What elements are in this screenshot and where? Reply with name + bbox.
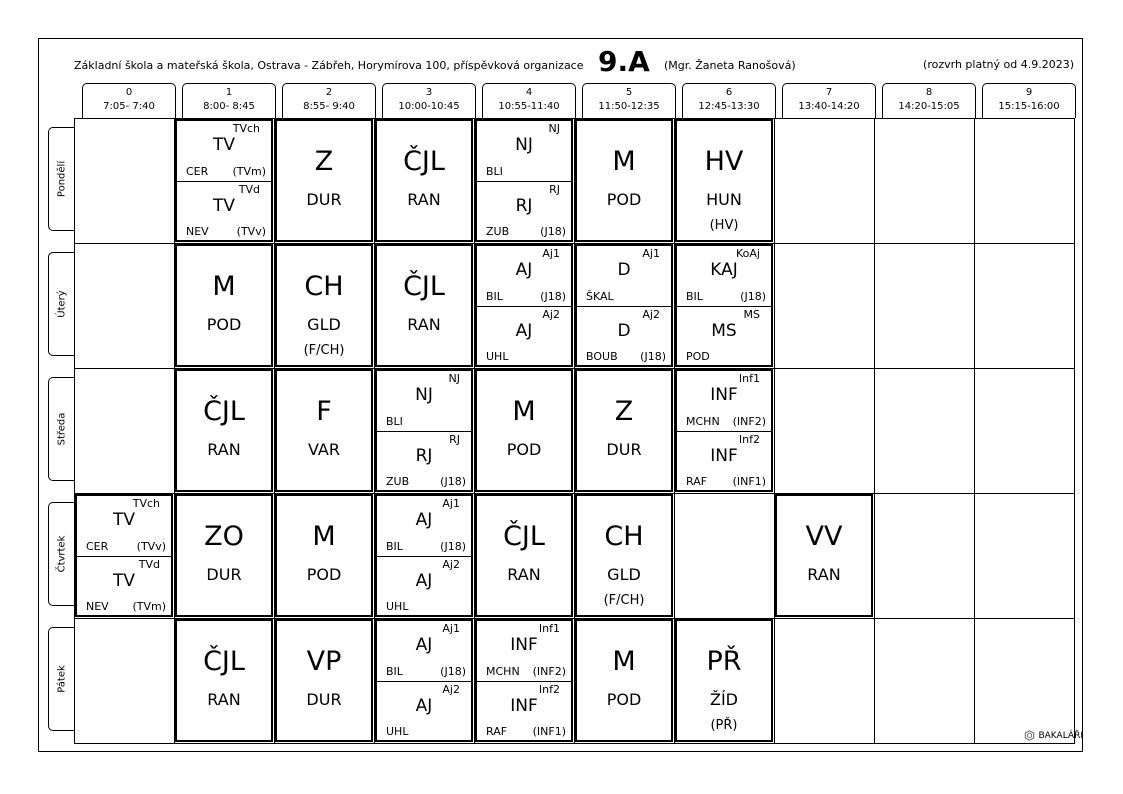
class-title: 9.A bbox=[598, 45, 650, 78]
subject: INF bbox=[510, 635, 538, 655]
subject: HV bbox=[704, 146, 744, 177]
lesson-thu-1[interactable] bbox=[175, 494, 273, 617]
period-number: 9 bbox=[1025, 87, 1033, 98]
subject: ZO bbox=[204, 521, 244, 552]
day-label: Čtvrtek bbox=[56, 535, 67, 573]
teacher: DUR bbox=[306, 190, 342, 209]
lesson-group bbox=[176, 120, 272, 182]
teacher: POD bbox=[506, 440, 542, 459]
lesson-mon-4[interactable] bbox=[475, 119, 573, 242]
period-number: 0 bbox=[125, 87, 133, 98]
group-label: Aj2 bbox=[442, 682, 460, 696]
period-time: 13:40-14:20 bbox=[798, 101, 860, 112]
day-tab-thursday bbox=[48, 502, 74, 606]
period-number: 8 bbox=[925, 87, 933, 98]
teacher: MCHN bbox=[686, 414, 720, 428]
lesson-fri-6[interactable] bbox=[675, 619, 773, 742]
teacher: GLD bbox=[307, 315, 341, 334]
period-number: 6 bbox=[725, 87, 733, 98]
room: (J18) bbox=[540, 289, 566, 303]
period-time: 15:15-16:00 bbox=[998, 101, 1060, 112]
subject: AJ bbox=[415, 635, 433, 655]
group-label: RJ bbox=[449, 432, 460, 446]
teacher: RAN bbox=[807, 565, 841, 584]
room: (HV) bbox=[709, 218, 739, 233]
group-label: Inf2 bbox=[538, 682, 560, 696]
lesson-thu-4[interactable] bbox=[475, 494, 573, 617]
lesson-group bbox=[476, 120, 572, 182]
day-label: Pondělí bbox=[56, 160, 67, 198]
subject: D bbox=[617, 260, 631, 280]
lesson-wed-5[interactable] bbox=[575, 369, 673, 492]
group-label: Aj1 bbox=[542, 247, 560, 260]
lesson-mon-3[interactable] bbox=[375, 119, 473, 242]
group-label: TVd bbox=[238, 182, 260, 196]
lesson-tue-3[interactable] bbox=[375, 244, 473, 367]
subject: VV bbox=[805, 521, 843, 552]
bakalari-logo bbox=[1024, 730, 1083, 741]
class-teacher: (Mgr. Žaneta Ranošová) bbox=[664, 59, 796, 72]
lesson-wed-4[interactable] bbox=[475, 369, 573, 492]
grid-line bbox=[74, 118, 75, 744]
teacher: BIL bbox=[386, 539, 403, 553]
room: (TVv) bbox=[136, 539, 166, 553]
lesson-tue-1[interactable] bbox=[175, 244, 273, 367]
lesson-group bbox=[476, 620, 572, 682]
lesson-mon-6[interactable] bbox=[675, 119, 773, 242]
lesson-group bbox=[676, 245, 772, 307]
day-tab-tuesday bbox=[48, 252, 74, 356]
room: (INF2) bbox=[732, 414, 766, 428]
lesson-group bbox=[476, 306, 572, 367]
lesson-wed-1[interactable] bbox=[175, 369, 273, 492]
school-name: Základní škola a mateřská škola, Ostrava - Zábřeh, Horymírova 100, příspěvková organizace bbox=[74, 59, 584, 72]
period-header-2 bbox=[282, 83, 376, 118]
period-number: 2 bbox=[325, 87, 333, 98]
day-label: Pátek bbox=[56, 665, 67, 693]
teacher: NEV bbox=[86, 600, 109, 613]
period-time: 7:05- 7:40 bbox=[103, 101, 155, 112]
teacher: DUR bbox=[306, 690, 342, 709]
lesson-group bbox=[76, 495, 172, 557]
lesson-fri-4[interactable] bbox=[475, 619, 573, 742]
period-time: 10:55-11:40 bbox=[498, 101, 560, 112]
teacher: RAN bbox=[407, 190, 441, 209]
subject: ČJL bbox=[403, 146, 445, 177]
teacher: RAF bbox=[686, 475, 708, 488]
lesson-group bbox=[376, 370, 472, 432]
group-label: Inf2 bbox=[738, 432, 760, 446]
room: (TVm) bbox=[232, 164, 266, 178]
lesson-group bbox=[476, 245, 572, 307]
period-header-0 bbox=[82, 83, 176, 118]
subject: TV bbox=[112, 570, 135, 591]
teacher: POD bbox=[606, 690, 642, 709]
lesson-thu-3[interactable] bbox=[375, 494, 473, 617]
lesson-fri-3[interactable] bbox=[375, 619, 473, 742]
period-header-4 bbox=[482, 83, 576, 118]
room: (PŘ) bbox=[710, 718, 738, 733]
lesson-tue-4[interactable] bbox=[475, 244, 573, 367]
subject: M bbox=[312, 521, 336, 552]
teacher: ŽÍD bbox=[710, 690, 738, 709]
subject: MS bbox=[711, 320, 737, 341]
subject: F bbox=[316, 396, 332, 427]
subject: M bbox=[612, 146, 636, 177]
subject: RJ bbox=[515, 195, 533, 216]
subject: INF bbox=[710, 445, 738, 466]
subject: AJ bbox=[415, 510, 433, 530]
teacher: RAN bbox=[207, 440, 241, 459]
subject: ČJL bbox=[203, 396, 245, 427]
subject: AJ bbox=[515, 320, 533, 341]
period-header-6 bbox=[682, 83, 776, 118]
teacher: BLI bbox=[486, 164, 503, 178]
subject: INF bbox=[510, 695, 538, 716]
teacher: BLI bbox=[386, 414, 403, 428]
lesson-thu-7[interactable] bbox=[775, 494, 873, 617]
subject: AJ bbox=[415, 570, 433, 591]
period-number: 5 bbox=[625, 87, 633, 98]
lesson-tue-2[interactable] bbox=[275, 244, 373, 367]
lesson-fri-5[interactable] bbox=[575, 619, 673, 742]
logo-text: BAKALÁŘI bbox=[1038, 730, 1083, 741]
group-label: Aj2 bbox=[442, 557, 460, 571]
day-tab-monday bbox=[48, 127, 74, 231]
period-number: 7 bbox=[825, 87, 833, 98]
teacher: NEV bbox=[186, 225, 209, 238]
day-label: Úterý bbox=[56, 290, 67, 318]
subject: CH bbox=[304, 271, 344, 302]
subject: AJ bbox=[515, 260, 533, 280]
group-label: TVd bbox=[138, 557, 160, 571]
room: (INF1) bbox=[732, 475, 766, 488]
teacher: MCHN bbox=[486, 664, 520, 678]
group-label: NJ bbox=[548, 122, 560, 135]
teacher: VAR bbox=[308, 440, 340, 459]
group-label: Aj1 bbox=[642, 247, 660, 260]
teacher: POD bbox=[606, 190, 642, 209]
lesson-tue-6[interactable] bbox=[675, 244, 773, 367]
lesson-wed-3[interactable] bbox=[375, 369, 473, 492]
teacher: POD bbox=[306, 565, 342, 584]
period-time: 8:00- 8:45 bbox=[203, 101, 255, 112]
lesson-group bbox=[676, 431, 772, 492]
day-tab-friday bbox=[48, 627, 74, 731]
subject: Z bbox=[314, 146, 334, 177]
lesson-mon-2[interactable] bbox=[275, 119, 373, 242]
group-label: Aj1 bbox=[442, 497, 460, 510]
teacher: CER bbox=[86, 539, 109, 553]
room: (F/CH) bbox=[603, 593, 645, 608]
room: (J18) bbox=[440, 664, 466, 678]
lesson-thu-0[interactable] bbox=[75, 494, 173, 617]
subject: INF bbox=[710, 385, 738, 405]
group-label: Aj2 bbox=[542, 307, 560, 321]
subject: ČJL bbox=[203, 646, 245, 677]
lesson-wed-6[interactable] bbox=[675, 369, 773, 492]
subject: M bbox=[612, 646, 636, 677]
lesson-mon-5[interactable] bbox=[575, 119, 673, 242]
period-number: 1 bbox=[225, 87, 233, 98]
subject: NJ bbox=[415, 385, 433, 405]
group-label: TVch bbox=[132, 497, 160, 510]
room: (J18) bbox=[740, 289, 766, 303]
subject: TV bbox=[212, 135, 235, 155]
subject: TV bbox=[112, 510, 135, 530]
teacher: ŠKAL bbox=[586, 289, 614, 303]
day-tab-wednesday bbox=[48, 377, 74, 481]
period-time: 11:50-12:35 bbox=[598, 101, 660, 112]
subject: AJ bbox=[415, 695, 433, 716]
teacher: RAN bbox=[207, 690, 241, 709]
lesson-group bbox=[376, 495, 472, 557]
teacher: BIL bbox=[686, 289, 703, 303]
period-number: 4 bbox=[525, 87, 533, 98]
subject: ČJL bbox=[403, 271, 445, 302]
subject: D bbox=[617, 320, 631, 341]
lesson-group bbox=[176, 181, 272, 242]
period-time: 10:00-10:45 bbox=[398, 101, 460, 112]
valid-from: (rozvrh platný od 4.9.2023) bbox=[923, 58, 1074, 71]
period-header-5 bbox=[582, 83, 676, 118]
teacher: POD bbox=[206, 315, 242, 334]
lesson-group bbox=[376, 556, 472, 617]
room: (TVv) bbox=[236, 225, 266, 238]
grid-line bbox=[774, 118, 775, 744]
room: (J18) bbox=[440, 539, 466, 553]
teacher: UHL bbox=[486, 350, 509, 363]
period-header-3 bbox=[382, 83, 476, 118]
day-label: Středa bbox=[56, 412, 67, 446]
subject: ČJL bbox=[503, 521, 545, 552]
lesson-group bbox=[676, 370, 772, 432]
period-time: 14:20-15:05 bbox=[898, 101, 960, 112]
teacher: DUR bbox=[606, 440, 642, 459]
subject: RJ bbox=[415, 445, 433, 466]
room: (J18) bbox=[640, 350, 666, 363]
room: (TVm) bbox=[132, 600, 166, 613]
lesson-group bbox=[676, 306, 772, 367]
grid-line bbox=[874, 118, 875, 744]
group-label: TVch bbox=[232, 122, 260, 135]
teacher: HUN bbox=[706, 190, 742, 209]
lesson-mon-1[interactable] bbox=[175, 119, 273, 242]
subject: VP bbox=[306, 646, 342, 677]
lesson-group bbox=[76, 556, 172, 617]
group-label: MS bbox=[743, 307, 760, 321]
subject: Z bbox=[614, 396, 634, 427]
group-label: Inf1 bbox=[738, 372, 760, 385]
lesson-group bbox=[376, 620, 472, 682]
teacher: DUR bbox=[206, 565, 242, 584]
subject: M bbox=[212, 271, 236, 302]
teacher: UHL bbox=[386, 600, 409, 613]
subject: KAJ bbox=[710, 260, 738, 280]
group-label: Aj1 bbox=[442, 622, 460, 635]
subject: CH bbox=[604, 521, 644, 552]
room: (J18) bbox=[540, 225, 566, 238]
bakalari-hexagon-icon bbox=[1024, 730, 1035, 741]
room: (INF1) bbox=[532, 725, 566, 738]
lesson-fri-1[interactable] bbox=[175, 619, 273, 742]
teacher: ZUB bbox=[486, 225, 510, 238]
group-label: NJ bbox=[448, 372, 460, 385]
teacher: UHL bbox=[386, 725, 409, 738]
lesson-tue-5[interactable] bbox=[575, 244, 673, 367]
group-label: KoAj bbox=[736, 247, 760, 260]
room: (INF2) bbox=[532, 664, 566, 678]
teacher: BIL bbox=[486, 289, 503, 303]
grid-line bbox=[1074, 118, 1075, 744]
lesson-group bbox=[476, 181, 572, 242]
period-time: 8:55- 9:40 bbox=[303, 101, 355, 112]
lesson-fri-2[interactable] bbox=[275, 619, 373, 742]
period-header-1 bbox=[182, 83, 276, 118]
lesson-thu-5[interactable] bbox=[575, 494, 673, 617]
grid-line bbox=[974, 118, 975, 744]
room: (J18) bbox=[440, 475, 466, 488]
group-label: RJ bbox=[549, 182, 560, 196]
teacher: POD bbox=[686, 350, 710, 363]
period-header-7 bbox=[782, 83, 876, 118]
period-time: 12:45-13:30 bbox=[698, 101, 760, 112]
teacher: RAN bbox=[407, 315, 441, 334]
period-header-8 bbox=[882, 83, 976, 118]
lesson-group bbox=[576, 245, 672, 307]
subject: PŘ bbox=[706, 646, 742, 677]
group-label: Aj2 bbox=[642, 307, 660, 321]
lesson-group bbox=[376, 431, 472, 492]
lesson-thu-2[interactable] bbox=[275, 494, 373, 617]
room: (F/CH) bbox=[303, 343, 345, 358]
teacher: RAN bbox=[507, 565, 541, 584]
teacher: CER bbox=[186, 164, 209, 178]
subject: NJ bbox=[515, 135, 533, 155]
subject: M bbox=[512, 396, 536, 427]
period-number: 3 bbox=[425, 87, 433, 98]
group-label: Inf1 bbox=[538, 622, 560, 635]
period-header-9 bbox=[982, 83, 1076, 118]
lesson-wed-2[interactable] bbox=[275, 369, 373, 492]
subject: TV bbox=[212, 195, 235, 216]
teacher: ZUB bbox=[386, 475, 410, 488]
teacher: GLD bbox=[607, 565, 641, 584]
lesson-group bbox=[476, 681, 572, 742]
teacher: RAF bbox=[486, 725, 508, 738]
lesson-group bbox=[576, 306, 672, 367]
lesson-group bbox=[376, 681, 472, 742]
teacher: BOUB bbox=[586, 350, 618, 363]
teacher: BIL bbox=[386, 664, 403, 678]
